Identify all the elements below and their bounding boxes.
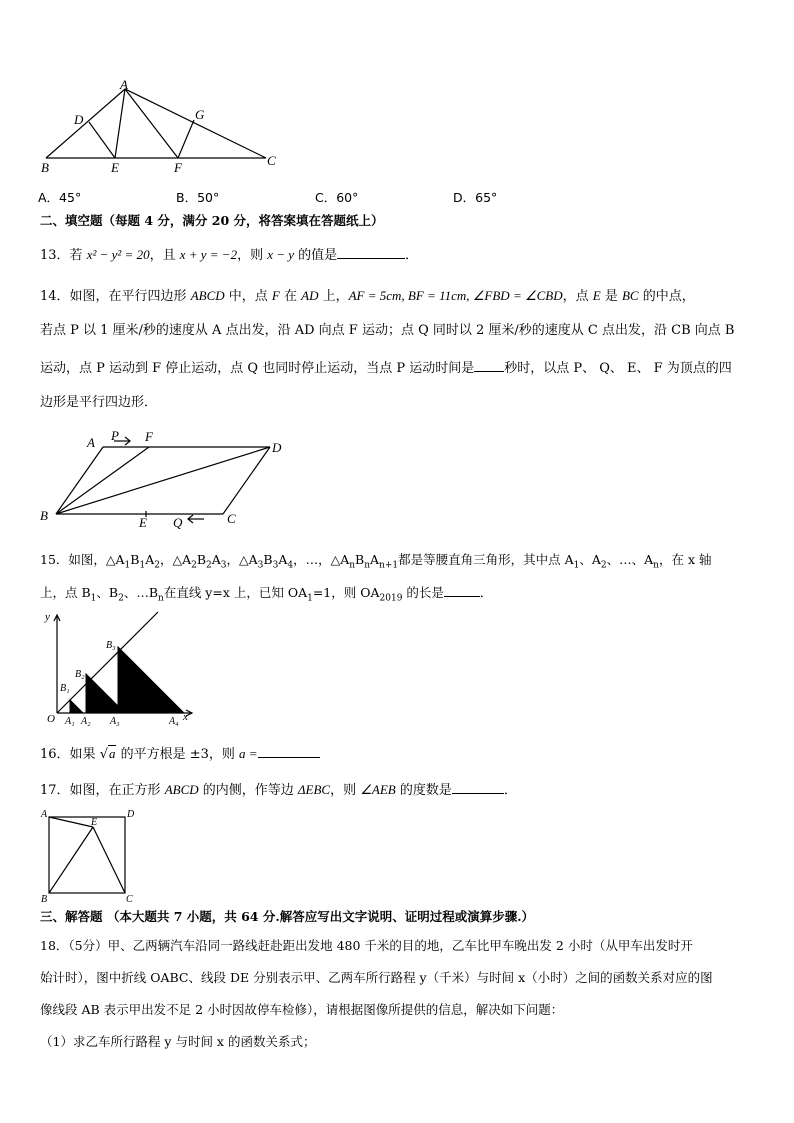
q17-figure — [38, 808, 142, 904]
q14-label-b: B — [40, 508, 48, 523]
q17-label-b: B — [41, 894, 48, 904]
q14-label-p: P — [111, 428, 119, 443]
q16-answer-blank[interactable] — [258, 745, 320, 758]
q18-line4: （1）求乙车所行路程 y 与时间 x 的函数关系式； — [40, 1034, 316, 1049]
q13: 13．若 x² − y² = 20，且 x + y = −2，则 x − y 的值是 ． — [40, 247, 419, 263]
q15-label-b1: B₁ — [60, 683, 70, 694]
q13-eq3: x − y — [267, 247, 295, 262]
q16: 16．如果 √a 的平方根是 ±3，则 a = — [40, 745, 320, 763]
q12-label-e: E — [111, 160, 119, 175]
q12-label-b: B — [41, 160, 49, 175]
q17-label-a: A — [41, 809, 48, 820]
section2-heading: 二、填空题（每题 4 分，满分 20 分，将答案填在答题纸上） — [40, 213, 384, 228]
q12-label-c: C — [267, 153, 276, 168]
q14-line3: 运动，点 P 运动到 F 停止运动，点 Q 也同时停止运动，当点 P 运动时间是 秒时，以点 P、 Q、 E、 F 为顶点的四 — [40, 361, 732, 376]
q14-label-f: F — [145, 429, 153, 444]
q15-label-a1: A₁ — [65, 716, 75, 726]
q18-line2: 始计时），图中折线 OABC、线段 DE 分别表示甲、乙两车所行路程 y（千米）与时间 x（小时）之间的函数关系对应的图 — [40, 970, 713, 985]
q17-label-e: E — [91, 817, 98, 828]
q15-line1: 15．如图，$\triangle A_1B_1A_2$，$\triangle A_2B_2A_3$，$\triangle A_3B_3A_4$，…，$\triangle A_nB_nA_{n+1}$都是等腰直角三角形，其中点 $A_1$、$A_2$、…、$A_n$，在 x 轴 — [40, 552, 712, 571]
q14-label-e: E — [139, 515, 147, 530]
sqrt-symbol: √ — [99, 747, 108, 762]
q12-label-g: G — [195, 107, 205, 122]
q12-label-a: A — [120, 80, 128, 92]
q12-option-b: B．50° — [176, 190, 220, 205]
q15-label-b3: B₃ — [106, 640, 116, 651]
q16-radicand: a — [108, 746, 116, 761]
q17-label-d: D — [127, 809, 135, 820]
q17-answer-blank[interactable] — [452, 781, 504, 794]
section3-heading: 三、解答题 （本大题共 7 小题，共 64 分.解答应写出文字说明、证明过程或演算步骤.） — [40, 909, 535, 924]
q15-label-y: y — [45, 611, 50, 623]
q12-label-d: D — [74, 112, 84, 127]
q15-line2: 上，点 $B_1$、$B_2$、$\dots B_n$在直线 y=x 上，已知 $OA_1=1$，则 $OA_{2019}$ 的长是 ． — [40, 585, 493, 604]
q12-label-f: F — [174, 160, 182, 175]
q14-label-a: A — [87, 435, 95, 450]
q14-condition: AF = 5cm, BF = 11cm, ∠FBD = ∠CBD — [348, 288, 563, 303]
q13-eq2: x + y = −2 — [179, 247, 238, 262]
q14-label-c: C — [227, 511, 236, 526]
q15-label-x: x — [183, 711, 188, 723]
q14-label-d: D — [272, 440, 282, 455]
q17-label-c: C — [126, 894, 133, 904]
q13-answer-blank[interactable] — [337, 246, 405, 259]
q12-option-a: A．45° — [38, 190, 82, 205]
q14-line4: 边形是平行四边形． — [40, 395, 158, 410]
q12-option-c: C．60° — [315, 190, 359, 205]
q15-answer-blank[interactable] — [444, 584, 480, 597]
q15-label-o: O — [47, 713, 55, 725]
q12-figure — [36, 80, 286, 180]
q14-label-q: Q — [173, 515, 183, 530]
q15-label-b2: B₂ — [75, 669, 85, 680]
q14-line2: 若点 P 以 1 厘米/秒的速度从 A 点出发，沿 AD 向点 F 运动；点 Q 同时以 2 厘米/秒的速度从 C 点出发，沿 CB 向点 B — [40, 323, 735, 338]
q18-line3: 像线段 AB 表示甲出发不足 2 小时因故停车检修），请根据图像所提供的信息，解决如下问题： — [40, 1002, 564, 1017]
q13-eq1: x² − y² = 20 — [86, 247, 150, 262]
q14-figure — [36, 428, 296, 533]
q15-label-a4: A₄ — [169, 716, 179, 726]
q14-answer-blank[interactable] — [474, 359, 504, 372]
q17: 17．如图，在正方形 ABCD 的内侧，作等边 ΔEBC，则 ∠AEB 的度数是 ． — [40, 782, 517, 798]
q15-label-a2: A₂ — [81, 716, 91, 726]
q15-label-a3: A₃ — [110, 716, 120, 726]
q14-line1: 14．如图，在平行四边形 ABCD 中，点 F 在 AD 上，AF = 5cm, BF = 11cm, ∠FBD = ∠CBD，点 E 是 BC 的中点， — [40, 288, 695, 304]
q15-figure — [40, 608, 200, 726]
q18-line1: 18．（5分）甲、乙两辆汽车沿同一路线赶赴距出发地 480 千米的目的地，乙车比甲车晚出发 2 小时（从甲车出发时开 — [40, 938, 693, 953]
q12-option-d: D．65° — [453, 190, 498, 205]
